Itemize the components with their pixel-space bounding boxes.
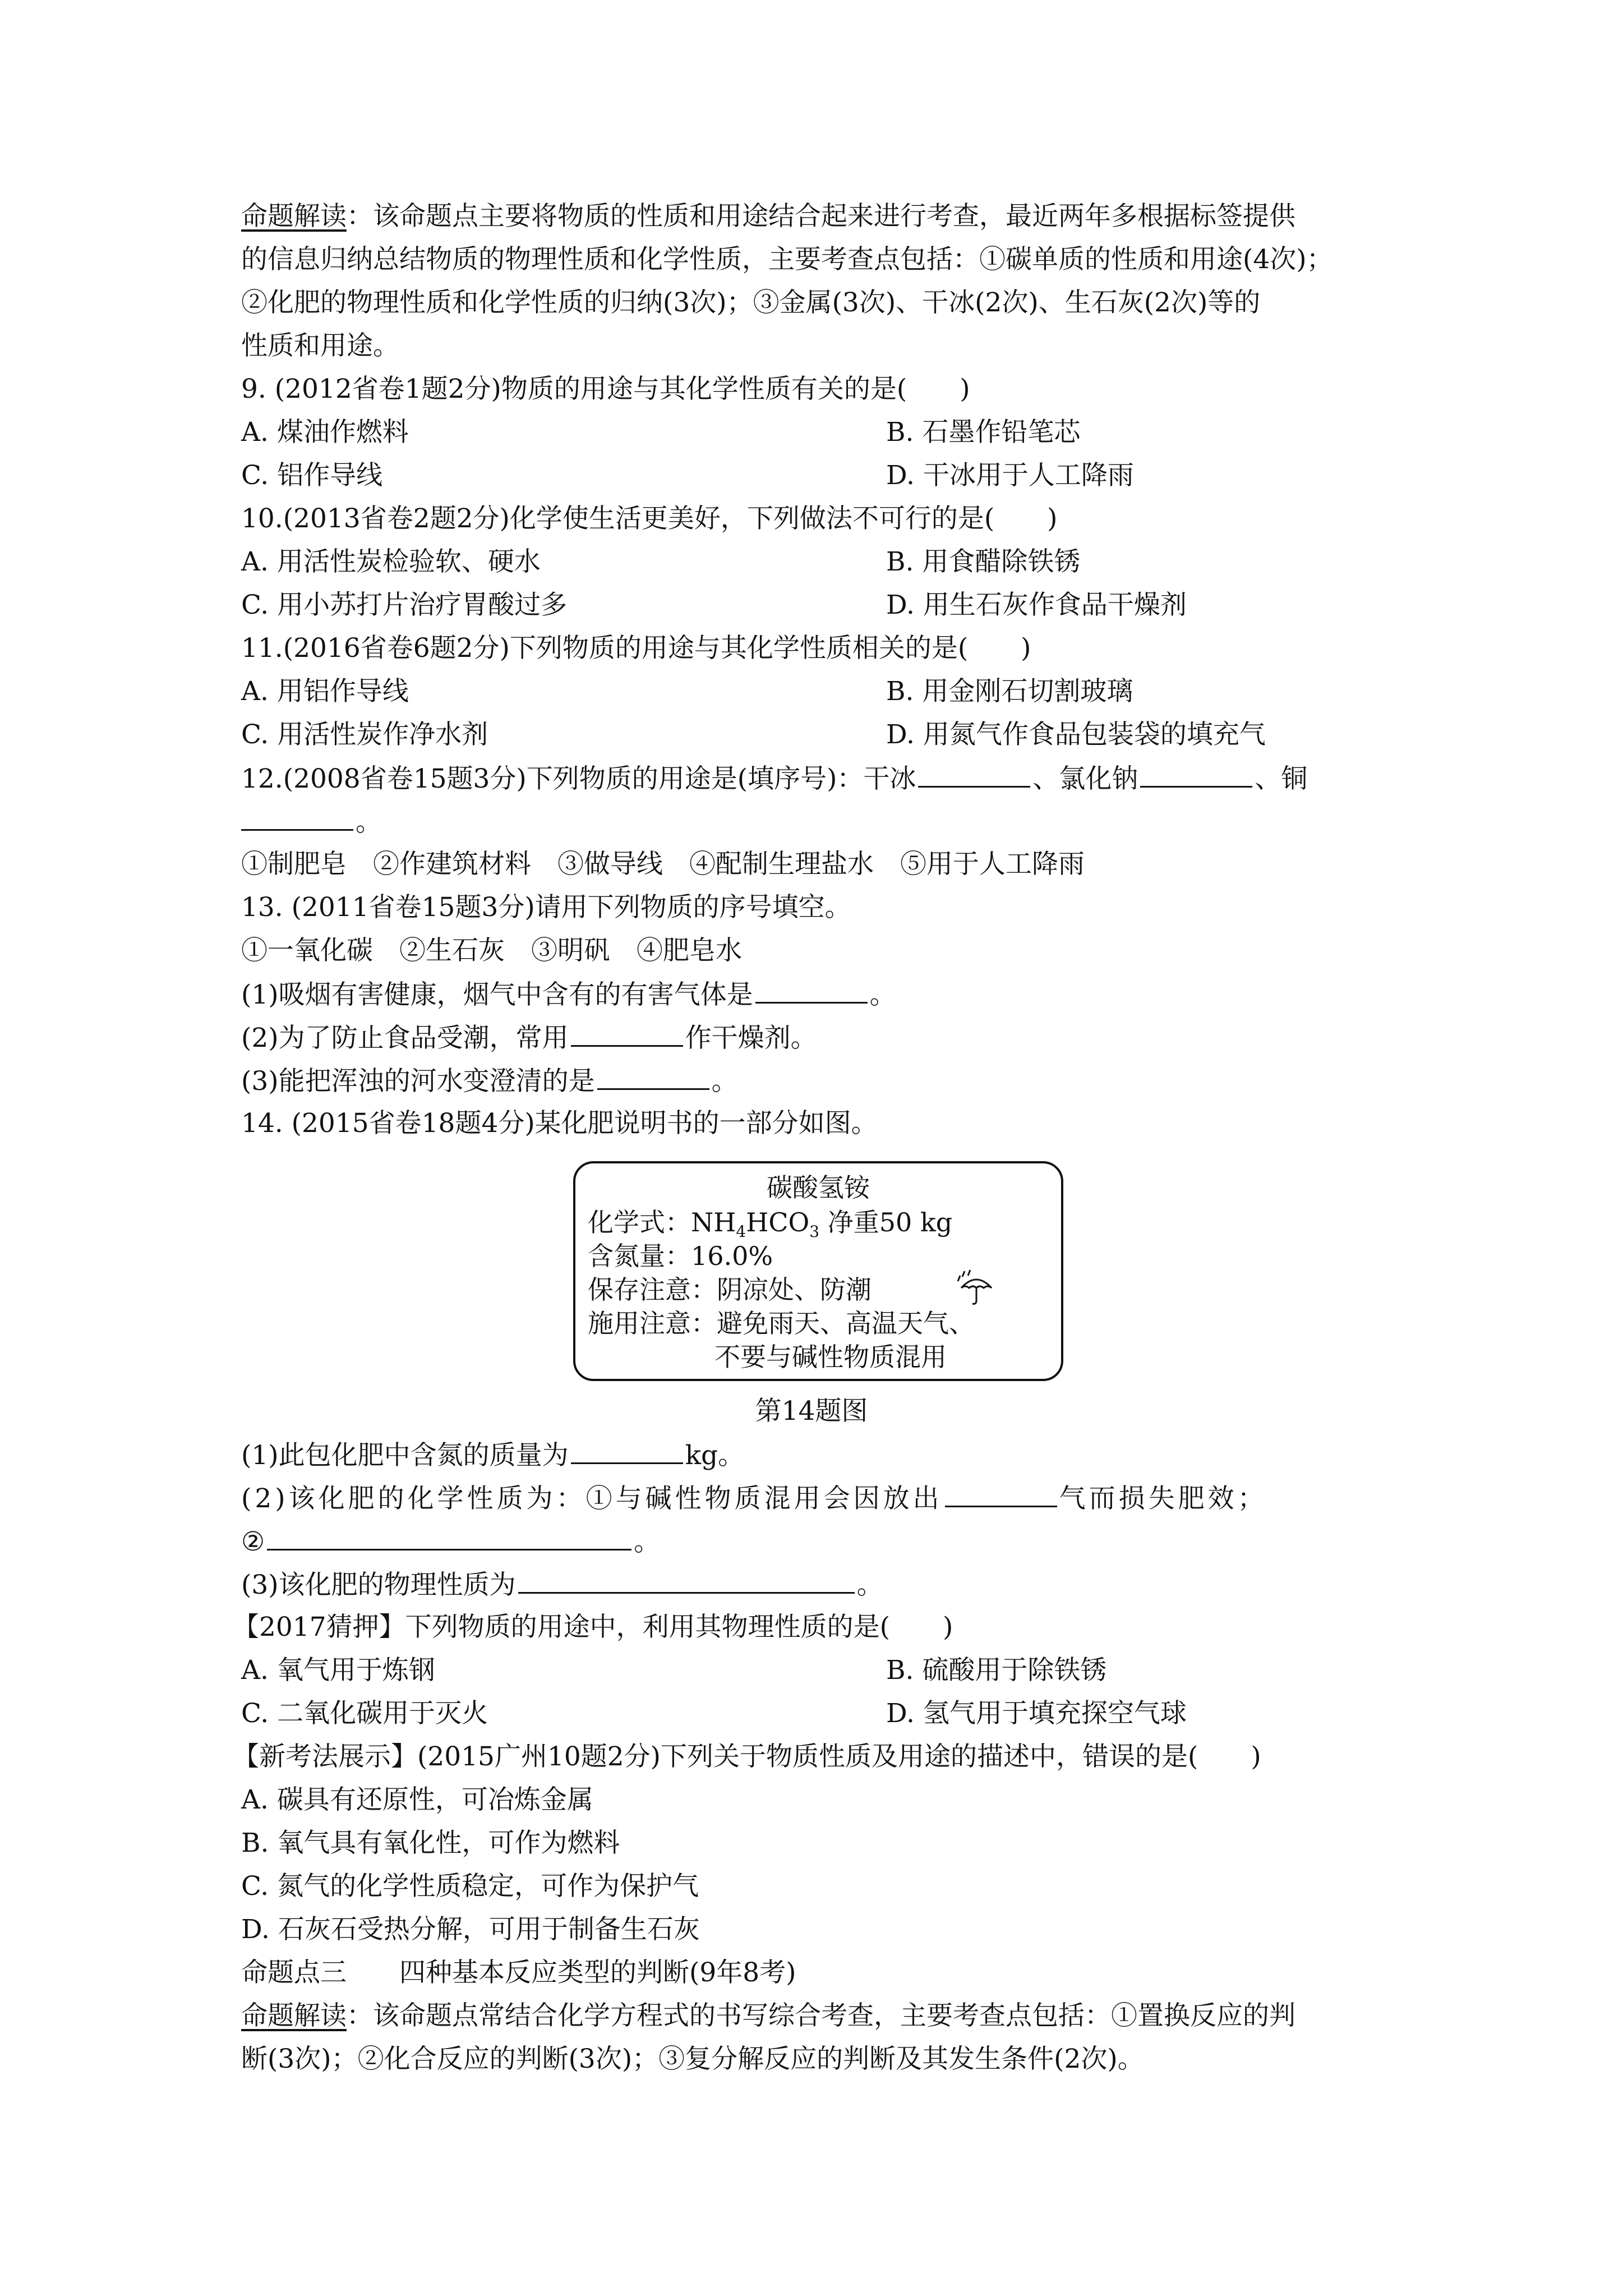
guess-option-a: A. 氧气用于炼钢: [241, 1655, 435, 1686]
q13-stem: 13. (2011省卷15题3分)请用下列物质的序号填空。: [241, 892, 851, 923]
label-title: 碳酸氢铵: [767, 1172, 870, 1203]
guess-option-d: D. 氢气用于填充探空气球: [886, 1698, 1187, 1729]
q14-sub3: (3)该化肥的物理性质为 。: [241, 1567, 1408, 1602]
q13-sub1: (1)吸烟有害健康，烟气中含有的有害气体是 。: [241, 977, 1408, 1012]
newmethod-option-a: A. 碳具有还原性，可冶炼金属: [241, 1784, 593, 1815]
q14-stem: 14. (2015省卷18题4分)某化肥说明书的一部分如图。: [241, 1108, 878, 1139]
guess-options-row1: [241, 1654, 1408, 1687]
q14-blank-3[interactable]: [267, 1524, 631, 1550]
section1-intro-line3: ②化肥的物理性质和化学性质的归纳(3次)；③金属(3次)、干冰(2次)、生石灰(2次)等的: [241, 287, 1261, 318]
q14-sub2-line2: ② 。: [241, 1524, 1408, 1559]
q10-option-a: A. 用活性炭检验软、硬水: [241, 546, 541, 577]
label-storage: 保存注意：阴凉处、防潮: [588, 1274, 872, 1305]
q13-choices: ①一氧化碳 ②生石灰 ③明矾 ④肥皂水: [241, 935, 742, 966]
q12-choices: ①制肥皂 ②作建筑材料 ③做导线 ④配制生理盐水 ⑤用于人工降雨: [241, 849, 1085, 880]
umbrella-icon: [957, 1269, 996, 1308]
q9-option-b: B. 石墨作铅笔芯: [886, 417, 1081, 448]
label-usage2: 不要与碱性物质混用: [714, 1342, 947, 1372]
q11-option-a: A. 用铝作导线: [241, 676, 409, 707]
q13-sub3: (3)能把浑浊的河水变澄清的是 。: [241, 1064, 1408, 1098]
q9-option-d: D. 干冰用于人工降雨: [886, 460, 1134, 491]
q11-option-d: D. 用氮气作食品包装袋的填充气: [886, 719, 1266, 750]
figure-caption: 第14题图: [755, 1396, 868, 1427]
section3-intro-label: 命题解读: [241, 2000, 347, 2031]
q14-blank-1[interactable]: [571, 1438, 683, 1464]
q10-option-b: B. 用食醋除铁锈: [886, 546, 1081, 577]
q13-blank-2[interactable]: [571, 1020, 683, 1047]
guess-stem: 【2017猜押】下列物质的用途中，利用其物理性质的是( ): [233, 1612, 953, 1642]
q12-line2: 。: [241, 804, 1408, 839]
q10-option-c: C. 用小苏打片治疗胃酸过多: [241, 590, 568, 620]
q14-blank-4[interactable]: [518, 1567, 855, 1594]
q14-blank-2[interactable]: [945, 1481, 1057, 1507]
q13-blank-3[interactable]: [597, 1064, 709, 1090]
section1-intro-line4: 性质和用途。: [241, 330, 399, 361]
fertilizer-label: [573, 1161, 1063, 1381]
section3-intro-line2: 断(3次)；②化合反应的判断(3次)；③复分解反应的判断及其发生条件(2次)。: [241, 2044, 1144, 2074]
intro-label: 命题解读: [241, 201, 347, 232]
q9-options-row1: [241, 416, 1408, 449]
q10-option-d: D. 用生石灰作食品干燥剂: [886, 590, 1187, 620]
label-usage1: 施用注意：避免雨天、高温天气、: [588, 1308, 975, 1338]
q10-options-row1: [241, 545, 1408, 579]
q12-line1: 12.(2008省卷15题3分)下列物质的用途是(填序号)：干冰 、氯化钠 、铜: [241, 761, 1408, 796]
section1-intro-line1: 命题解读：该命题点主要将物质的性质和用途结合起来进行考查，最近两年多根据标签提供: [241, 201, 1295, 232]
section3-intro-line1: 命题解读：该命题点常结合化学方程式的书写综合考查，主要考查点包括：①置换反应的判: [241, 2000, 1295, 2031]
label-formula-row: 化学式：$NH_4HCO_3$ 净重50 kg: [588, 1207, 953, 1241]
q13-blank-1[interactable]: [755, 977, 868, 1004]
guess-option-c: C. 二氧化碳用于灭火: [241, 1698, 488, 1729]
label-nitrogen: 含氮量：16.0%: [588, 1241, 773, 1271]
q10-stem: 10.(2013省卷2题2分)化学使生活更美好，下列做法不可行的是( ): [241, 503, 1058, 534]
q9-options-row2: [241, 459, 1408, 493]
section3-heading: 命题点三 四种基本反应类型的判断(9年8考): [241, 1957, 796, 1988]
q14-sub2-line1: (2)该化肥的化学性质为：①与碱性物质混用会因放出 气而损失肥效；: [241, 1481, 1408, 1516]
q13-sub2: (2)为了防止食品受潮，常用 作干燥剂。: [241, 1020, 1408, 1055]
q11-option-b: B. 用金刚石切割玻璃: [886, 676, 1133, 707]
q12-blank-copper[interactable]: [241, 804, 353, 831]
newmethod-stem: 【新考法展示】(2015广州10题2分)下列关于物质性质及用途的描述中，错误的是( ): [233, 1741, 1261, 1772]
q12-blank-nacl[interactable]: [1140, 761, 1252, 788]
q9-option-c: C. 铝作导线: [241, 460, 383, 491]
q12-blank-dry-ice[interactable]: [918, 761, 1030, 788]
section1-intro-line2: 的信息归纳总结物质的物理性质和化学性质，主要考查点包括：①碳单质的性质和用途(4次)；: [241, 244, 1333, 275]
q11-stem: 11.(2016省卷6题2分)下列物质的用途与其化学性质相关的是( ): [241, 633, 1031, 664]
newmethod-option-c: C. 氮气的化学性质稳定，可作为保护气: [241, 1871, 699, 1902]
q11-options-row2: [241, 718, 1408, 752]
guess-options-row2: [241, 1697, 1408, 1731]
q9-stem: 9. (2012省卷1题2分)物质的用途与其化学性质有关的是( ): [241, 374, 970, 404]
q14-sub1: (1)此包化肥中含氮的质量为 kg。: [241, 1438, 1408, 1473]
q9-option-a: A. 煤油作燃料: [241, 417, 409, 448]
newmethod-option-b: B. 氧气具有氧化性，可作为燃料: [241, 1828, 620, 1858]
q10-options-row2: [241, 588, 1408, 622]
newmethod-option-d: D. 石灰石受热分解，可用于制备生石灰: [241, 1914, 700, 1945]
label-net-weight: 净重50 kg: [827, 1207, 953, 1237]
q11-options-row1: [241, 675, 1408, 708]
guess-option-b: B. 硫酸用于除铁锈: [886, 1655, 1107, 1686]
q11-option-c: C. 用活性炭作净水剂: [241, 719, 488, 750]
